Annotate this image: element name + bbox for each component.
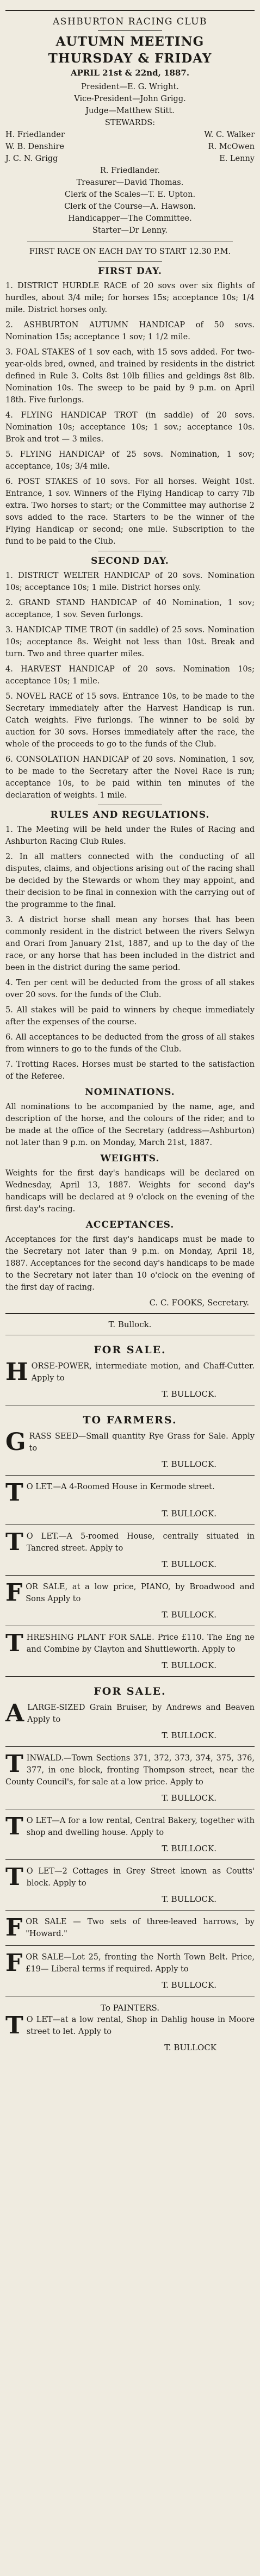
event-item: 3. HANDICAP TIME TROT (in saddle) of 25 sovs. Nomination 10s; acceptance 8s. Weight not less than 10st. Break and turn. Two and three quarter miles. [5, 626, 255, 658]
staff-line: Starter—Dr Lenny. [92, 226, 168, 235]
ad-text: LARGE-SIZED Grain Bruiser, by Andrews and Beaven Apply to [27, 1703, 255, 1724]
drop-cap: T [5, 2012, 23, 2039]
column-rule [5, 1313, 255, 1314]
ad-signature: T. BULLOCK. [162, 1389, 216, 1399]
staff-line: Clerk of the Scales—T. E. Upton. [64, 190, 196, 199]
to-painters-heading: To PAINTERS. [101, 2003, 159, 2013]
event-item: 1. DISTRICT WELTER HANDICAP of 20 sovs. Nomination 10s; acceptance 10s; 1 mile. District horses only. [5, 571, 255, 592]
ad-signature: T. BULLOCK. [162, 1844, 216, 1853]
steward: H. Friedlander [5, 130, 65, 139]
ad-house-5-room [5, 1530, 255, 1554]
rule-item: 3. A district horse shall mean any horses that has been commonly resident in the district between the rivers Selwyn and Orari from January 21st, 1887, and up to the day of the race, or any horse that has been included in the district and been in the district during the same period. [5, 916, 255, 972]
stewards-label: STEWARDS: [104, 119, 156, 127]
official-line: President—E. G. Wright. [81, 83, 179, 91]
acceptances-text: Acceptances for the first day's handicaps must be made to the Secretary not later than 9 p.m. on Monday, April 18, 1887. Acceptances for the second day's handicaps to be made to the Secretary not later than 10 o'clock on the evening of the first day of racing. [5, 1235, 255, 1292]
meeting-dates: APRIL 21st & 22nd, 1887. [70, 68, 190, 78]
ad-signature: T. BULLOCK [164, 2043, 216, 2052]
rule-item: 6. All acceptances to be deducted from the gross of all stakes from winners to go to the funds of the Club. [5, 1033, 255, 1054]
drop-cap: T [5, 1528, 23, 1556]
ad-signature: T. BULLOCK. [162, 1610, 216, 1620]
ad-text: OR SALE—Lot 25, fronting the North Town Belt. Price, £19— Liberal terms if required. Apply to [26, 1953, 255, 1974]
ad-text: O LET.—A 4-Roomed House in Kermode street. [26, 1483, 215, 1491]
event-item: 4. FLYING HANDICAP TROT (in saddle) of 20 sovs. Nomination 10s; acceptance 10s; 1 sov.; acceptance 10s. Brok and trot — 3 miles. [5, 411, 255, 444]
drop-cap: F [5, 1949, 23, 1977]
ad-shop [5, 2014, 255, 2038]
ad-text: OR SALE — Two sets of three-leaved harrows, by "Howard." [26, 1918, 255, 1938]
rule-item: 2. In all matters connected with the conducting of all disputes, claims, and objections arising out of the racing shall be decided by the Stewards or whom they may appoint, and their decision to be final in connexion with the carrying out of the programme to the final. [5, 853, 255, 909]
drop-cap: G [5, 1428, 26, 1456]
for-sale-heading: FOR SALE. [94, 1344, 166, 1356]
for-sale-heading: FOR SALE. [94, 1685, 166, 1697]
ad-grass-seed [5, 1430, 255, 1454]
drop-cap: F [5, 1579, 23, 1607]
column-rule [5, 1859, 255, 1860]
staff-line: Treasurer—David Thomas. [76, 178, 184, 187]
steward: R. McOwen [208, 142, 255, 151]
ad-text: INWALD.—Town Sections 371, 372, 373, 374, 375, 376, 377, in one block, fronting Thompson street, near the County Council's, for sale at a low price. Apply to [5, 1754, 255, 1787]
ad-signature: T. BULLOCK. [162, 1660, 216, 1670]
ad-text: O LET—at a low rental, Shop in Dahlig house in Moore street to let. Apply to [26, 2015, 255, 2036]
event-item: 5. FLYING HANDICAP of 25 sovs. Nomination, 1 sov; acceptance, 10s; 3/4 mile. [5, 450, 255, 471]
acceptances-heading: ACCEPTANCES. [85, 1219, 175, 1230]
nominations-text: All nominations to be accompanied by the name, age, and description of the horse, and the colours of the rider, and to be made at the office of the Secretary (address—Ashburton) not later than 9 p.m. on Monday, March 21st, 1887. [5, 1103, 255, 1147]
staff-line: Handicapper—The Committee. [68, 214, 192, 223]
drop-cap: T [5, 1813, 23, 1840]
event-item: 4. HARVEST HANDICAP of 20 sovs. Nomination 10s; acceptance 10s; 1 mile. [5, 665, 255, 686]
ad-threshing-plant [5, 1629, 255, 1657]
rule-item: 4. Ten per cent will be deducted from the gross of all stakes over 20 sovs. for the funds of the Club. [5, 979, 255, 999]
ad-harrows [5, 1916, 255, 1940]
ad-text: RASS SEED—Small quantity Rye Grass for Sale. Apply to [29, 1432, 255, 1453]
top-rule [5, 10, 255, 11]
rules-list [5, 824, 255, 1082]
ad-signature: T. BULLOCK. [162, 1793, 216, 1803]
secretary-signature: C. C. FOOKS, Secretary. [149, 1298, 249, 1308]
column-rule [5, 1575, 255, 1576]
official-line: Judge—Matthew Stitt. [85, 107, 175, 115]
officials [5, 81, 255, 117]
ad-signature: T. BULLOCK. [162, 1980, 216, 1990]
column-rule [5, 1945, 255, 1946]
rule-item: 7. Trotting Races. Horses must be started to the satisfaction of the Referee. [5, 1060, 255, 1081]
staff-line: Clerk of the Course—A. Hawson. [64, 202, 196, 211]
ad-grain-bruiser [5, 1702, 255, 1726]
ad-signature: T. BULLOCK. [162, 1559, 216, 1569]
official-line: Vice-President—John Grigg. [74, 95, 186, 103]
first-day-heading: FIRST DAY. [98, 266, 162, 277]
rule-item: 1. The Meeting will be held under the Rules of Racing and Ashburton Racing Club Rules. [5, 825, 255, 846]
steward-row [5, 153, 255, 165]
first-race-note: FIRST RACE ON EACH DAY TO START 12.30 P.M. [29, 247, 231, 256]
event-item: 5. NOVEL RACE of 15 sovs. Entrance 10s, to be made to the Secretary immediately after the Harvest Handicap is run. Catch weights. Five furlongs. The winner to be sold by auction for 30 sovs. Horses immediately after the race, the whole of the proceeds to go to the funds of the Club. [5, 692, 255, 749]
staff [5, 177, 255, 237]
ad-signature: T. BULLOCK. [162, 1894, 216, 1904]
steward: W. B. Denshire [5, 142, 64, 151]
column-rule [5, 1746, 255, 1747]
drop-cap: T [5, 1629, 23, 1657]
steward-last: R. Friedlander. [100, 166, 160, 175]
column-rule [5, 1475, 255, 1476]
divider [98, 261, 162, 262]
event-item: 3. FOAL STAKES of 1 sov each, with 15 sovs added. For two-year-olds bred, owned, and trained by residents in the district defined in Rule 3. Colts 8st 10lb fillies and geldings 8st 8lb. Nomination 10s. The sweep to be paid by 9 p.m. on April 18th. Five furlongs. [5, 348, 255, 405]
meeting-days: THURSDAY & FRIDAY [48, 51, 212, 66]
ad-bakery [5, 1815, 255, 1839]
ad-horsepower [5, 1360, 255, 1384]
ad-text: O LET—A for a low rental, Central Bakery, together with shop and dwelling house. Apply to [26, 1816, 255, 1837]
steward: E. Lenny [219, 154, 255, 163]
ad-text: OR SALE, at a low price, PIANO, by Broadwood and Sons Apply to [26, 1583, 255, 1603]
drop-cap: F [5, 1914, 23, 1942]
divider [98, 30, 162, 31]
ad-text: ORSE-POWER, intermediate motion, and Chaff-Cutter. Apply to [31, 1362, 255, 1383]
club-name: ASHBURTON RACING CLUB [53, 16, 207, 27]
ad-text: O LET.—A 5-roomed House, centrally situated in Tancred street. Apply to [26, 1532, 255, 1553]
event-item: 6. POST STAKES of 10 sovs. For all horses. Weight 10st. Entrance, 1 sov. Winners of the Flying Handicap to carry 7lb extra. Two horses to start; or the Committee may authorise 2 sovs added to the race. Starters to be the winner of the Flying Handicap or second; one mile. Subscription to the fund to be paid to the Club. [5, 477, 255, 546]
ad-piano [5, 1581, 255, 1605]
second-day-heading: SECOND DAY. [91, 556, 169, 567]
steward-row [5, 141, 255, 153]
ad-lot-25 [5, 1951, 255, 1975]
ad-house-4-room [5, 1479, 255, 1507]
column-rule [5, 1676, 255, 1677]
ad-text: O LET—2 Cottages in Grey Street known as Coutts' block. Apply to [26, 1867, 255, 1888]
advertiser-name: T. Bullock. [108, 1320, 152, 1329]
event-item: 2. GRAND STAND HANDICAP of 40 Nomination, 1 sov; acceptance, 1 sov. Seven furlongs. [5, 599, 255, 619]
drop-cap: T [5, 1750, 23, 1778]
drop-cap: H [5, 1358, 28, 1386]
steward: J. C. N. Grigg [5, 154, 58, 163]
ad-tinwald-sections [5, 1752, 255, 1788]
nominations-heading: NOMINATIONS. [85, 1087, 175, 1098]
meeting-title: AUTUMN MEETING [55, 34, 205, 49]
ad-signature: T. BULLOCK. [162, 1459, 216, 1469]
to-farmers-heading: TO FARMERS. [83, 1414, 177, 1426]
ad-signature: T. BULLOCK. [162, 1731, 216, 1740]
weights-text: Weights for the first day's handicaps will be declared on Wednesday, April 13, 1887. Weights for second day's handicaps will be declared at 9 o'clock on the evening of the first day's racing. [5, 1169, 255, 1214]
steward-row [5, 129, 255, 141]
second-day-events [5, 570, 255, 801]
drop-cap: T [5, 1863, 23, 1891]
weights-heading: WEIGHTS. [100, 1153, 160, 1164]
rules-heading: RULES AND REGULATIONS. [50, 810, 210, 820]
drop-cap: T [5, 1479, 23, 1507]
rule-item: 5. All stakes will be paid to winners by cheque immediately after the expenses of the course. [5, 1006, 255, 1026]
drop-cap: A [5, 1700, 24, 1727]
ad-text: HRESHING PLANT FOR SALE. Price £110. The Eng ne and Combine by Clayton and Shuttleworth. Apply to [26, 1633, 255, 1654]
column-rule [5, 1910, 255, 1911]
event-item: 2. ASHBURTON AUTUMN HANDICAP of 50 sovs. Nomination 15s; acceptance 1 sov; 1 1/2 mile. [5, 321, 255, 341]
steward: W. C. Walker [204, 130, 255, 139]
event-item: 6. CONSOLATION HANDICAP of 20 sovs. Nomination, 1 sov, to be made to the Secretary after the Novel Race is run; acceptance 10s, to be paid within ten minutes of the declaration of weights. 1 mile. [5, 755, 255, 800]
ad-cottages [5, 1865, 255, 1889]
event-item: 1. DISTRICT HURDLE RACE of 20 sovs over six flights of hurdles, about 3/4 mile; for horses 15s; acceptance 10s; 1/4 mile. District horses only. [5, 282, 255, 314]
first-day-events [5, 280, 255, 547]
ad-signature: T. BULLOCK. [162, 1509, 216, 1519]
